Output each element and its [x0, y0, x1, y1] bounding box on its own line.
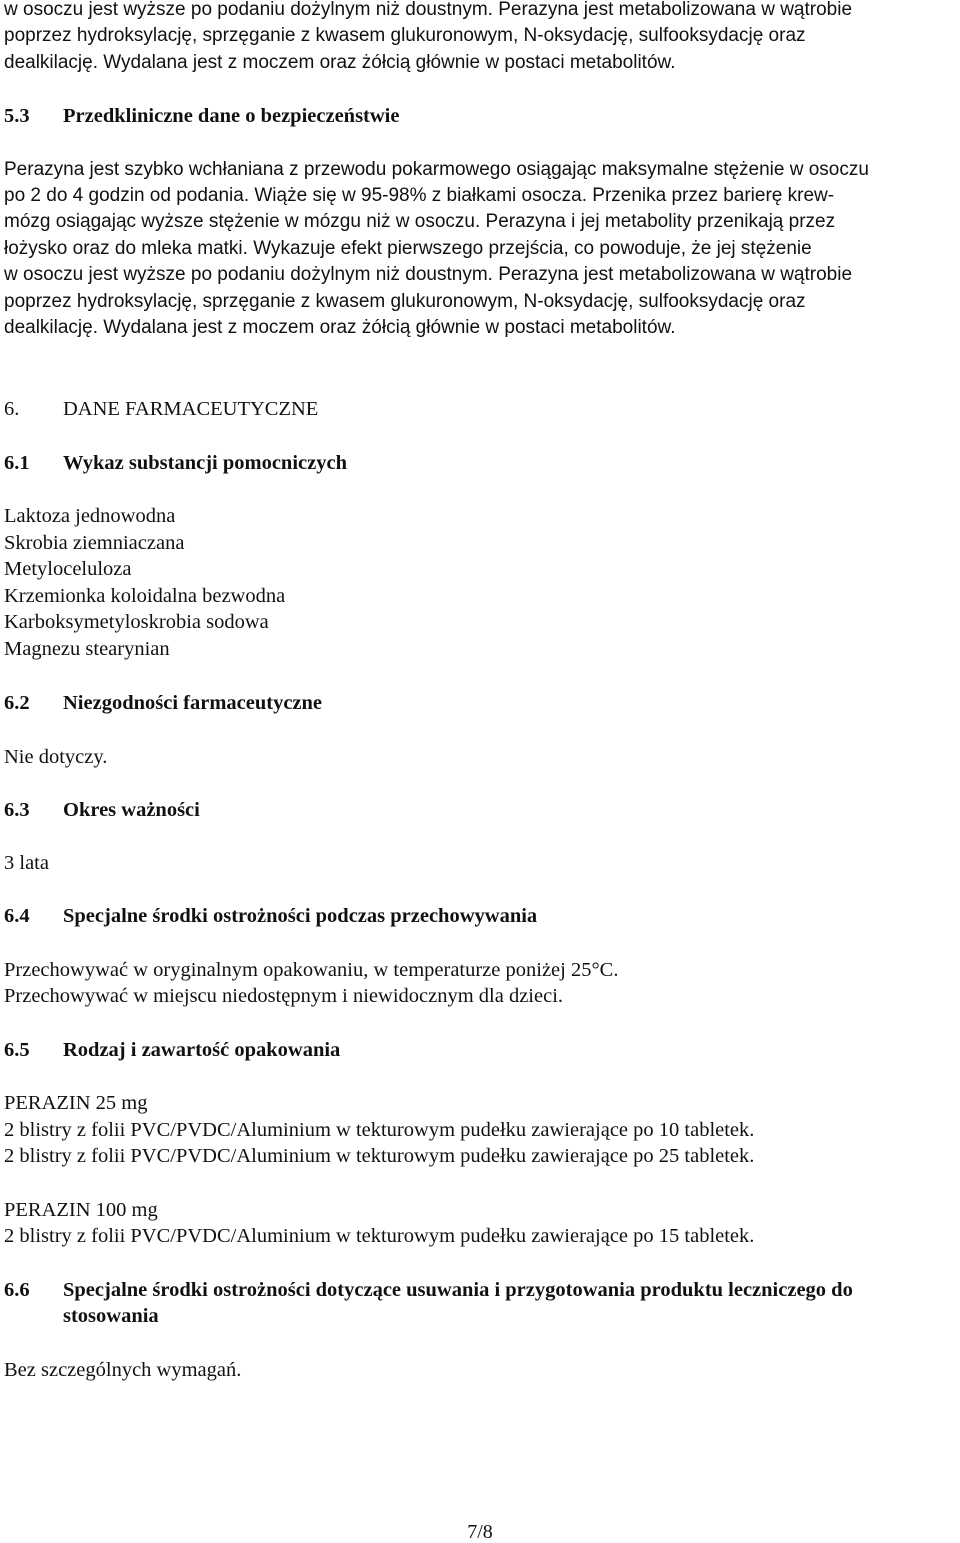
- section-number: 6.3: [4, 799, 30, 821]
- paragraph-line: poprzez hydroksylację, sprzęganie z kwasem glukuronowym, N-oksydację, sulfooksydację oraz: [4, 25, 806, 46]
- section-number: 6.1: [4, 452, 30, 474]
- paragraph-line: Perazyna jest szybko wchłaniana z przewodu pokarmowego osiągając maksymalne stężenie w osoczu: [4, 159, 869, 180]
- product-name: PERAZIN 100 mg: [4, 1199, 158, 1221]
- paragraph-line: 3 lata: [4, 852, 49, 874]
- section-number: 6.5: [4, 1039, 30, 1061]
- section-heading-6: [4, 396, 318, 422]
- page-number: 7/8: [467, 1521, 493, 1543]
- list-item: Skrobia ziemniaczana: [4, 532, 185, 554]
- list-item: Magnezu stearynian: [4, 638, 170, 660]
- list-item: Karboksymetyloskrobia sodowa: [4, 611, 269, 633]
- section-title: Rodzaj i zawartość opakowania: [63, 1039, 341, 1061]
- section-number: 6.: [4, 398, 20, 420]
- paragraph-line: w osoczu jest wyższe po podaniu dożylnym niż doustnym. Perazyna jest metabolizowana w wątrobie: [4, 0, 853, 20]
- section-title: Specjalne środki ostrożności podczas przechowywania: [63, 905, 538, 927]
- section-title-continuation: stosowania: [63, 1305, 159, 1327]
- paragraph-line: w osoczu jest wyższe po podaniu dożylnym niż doustnym. Perazyna jest metabolizowana w wątrobie: [4, 264, 853, 285]
- paragraph-line: Nie dotyczy.: [4, 746, 108, 768]
- paragraph-line: dealkilację. Wydalana jest z moczem oraz żółcią głównie w postaci metabolitów.: [4, 317, 676, 338]
- paragraph-line: 2 blistry z folii PVC/PVDC/Aluminium w tekturowym pudełku zawierające po 25 tabletek.: [4, 1145, 755, 1167]
- section-heading-6-2: [4, 690, 322, 716]
- section-title: DANE FARMACEUTYCZNE: [63, 398, 319, 420]
- list-item: Laktoza jednowodna: [4, 505, 176, 527]
- paragraph-line: 2 blistry z folii PVC/PVDC/Aluminium w tekturowym pudełku zawierające po 10 tabletek.: [4, 1119, 755, 1141]
- section-heading-5-3: [4, 103, 399, 129]
- paragraph-line: łożysko oraz do mleka matki. Wykazuje efekt pierwszego przejścia, co powoduje, że jej stężenie: [4, 238, 812, 259]
- section-title: Specjalne środki ostrożności dotyczące usuwania i przygotowania produktu leczniczego do: [63, 1279, 853, 1301]
- section-number: 5.3: [4, 105, 30, 127]
- list-item: Metyloceluloza: [4, 558, 132, 580]
- section-heading-6-1: [4, 450, 347, 476]
- section-title: Niezgodności farmaceutyczne: [63, 692, 323, 714]
- paragraph-line: po 2 do 4 godzin od podania. Wiąże się w 95-98% z białkami osocza. Przenika przez barierę krew-: [4, 185, 835, 206]
- section-number: 6.4: [4, 905, 30, 927]
- product-name: PERAZIN 25 mg: [4, 1092, 148, 1114]
- section-title: Przedkliniczne dane o bezpieczeństwie: [63, 105, 400, 127]
- paragraph-line: mózg osiągając wyższe stężenie w mózgu niż w osoczu. Perazyna i jej metabolity przenikają przez: [4, 211, 836, 232]
- section-heading-6-6: [4, 1277, 853, 1303]
- list-item: Krzemionka koloidalna bezwodna: [4, 585, 286, 607]
- section-number: 6.2: [4, 692, 30, 714]
- section-title: Okres ważności: [63, 799, 200, 821]
- paragraph-line: dealkilację. Wydalana jest z moczem oraz żółcią głównie w postaci metabolitów.: [4, 52, 676, 73]
- paragraph-line: Bez szczególnych wymagań.: [4, 1359, 242, 1381]
- paragraph-line: 2 blistry z folii PVC/PVDC/Aluminium w tekturowym pudełku zawierające po 15 tabletek.: [4, 1225, 755, 1247]
- paragraph-line: Przechowywać w miejscu niedostępnym i niewidocznym dla dzieci.: [4, 985, 564, 1007]
- section-heading-6-3: [4, 797, 200, 823]
- paragraph-line: poprzez hydroksylację, sprzęganie z kwasem glukuronowym, N-oksydację, sulfooksydację oraz: [4, 291, 806, 312]
- section-heading-6-4: [4, 903, 537, 929]
- section-heading-6-5: [4, 1037, 340, 1063]
- paragraph-line: Przechowywać w oryginalnym opakowaniu, w temperaturze poniżej 25°C.: [4, 959, 619, 981]
- section-number: 6.6: [4, 1279, 30, 1301]
- section-title: Wykaz substancji pomocniczych: [63, 452, 347, 474]
